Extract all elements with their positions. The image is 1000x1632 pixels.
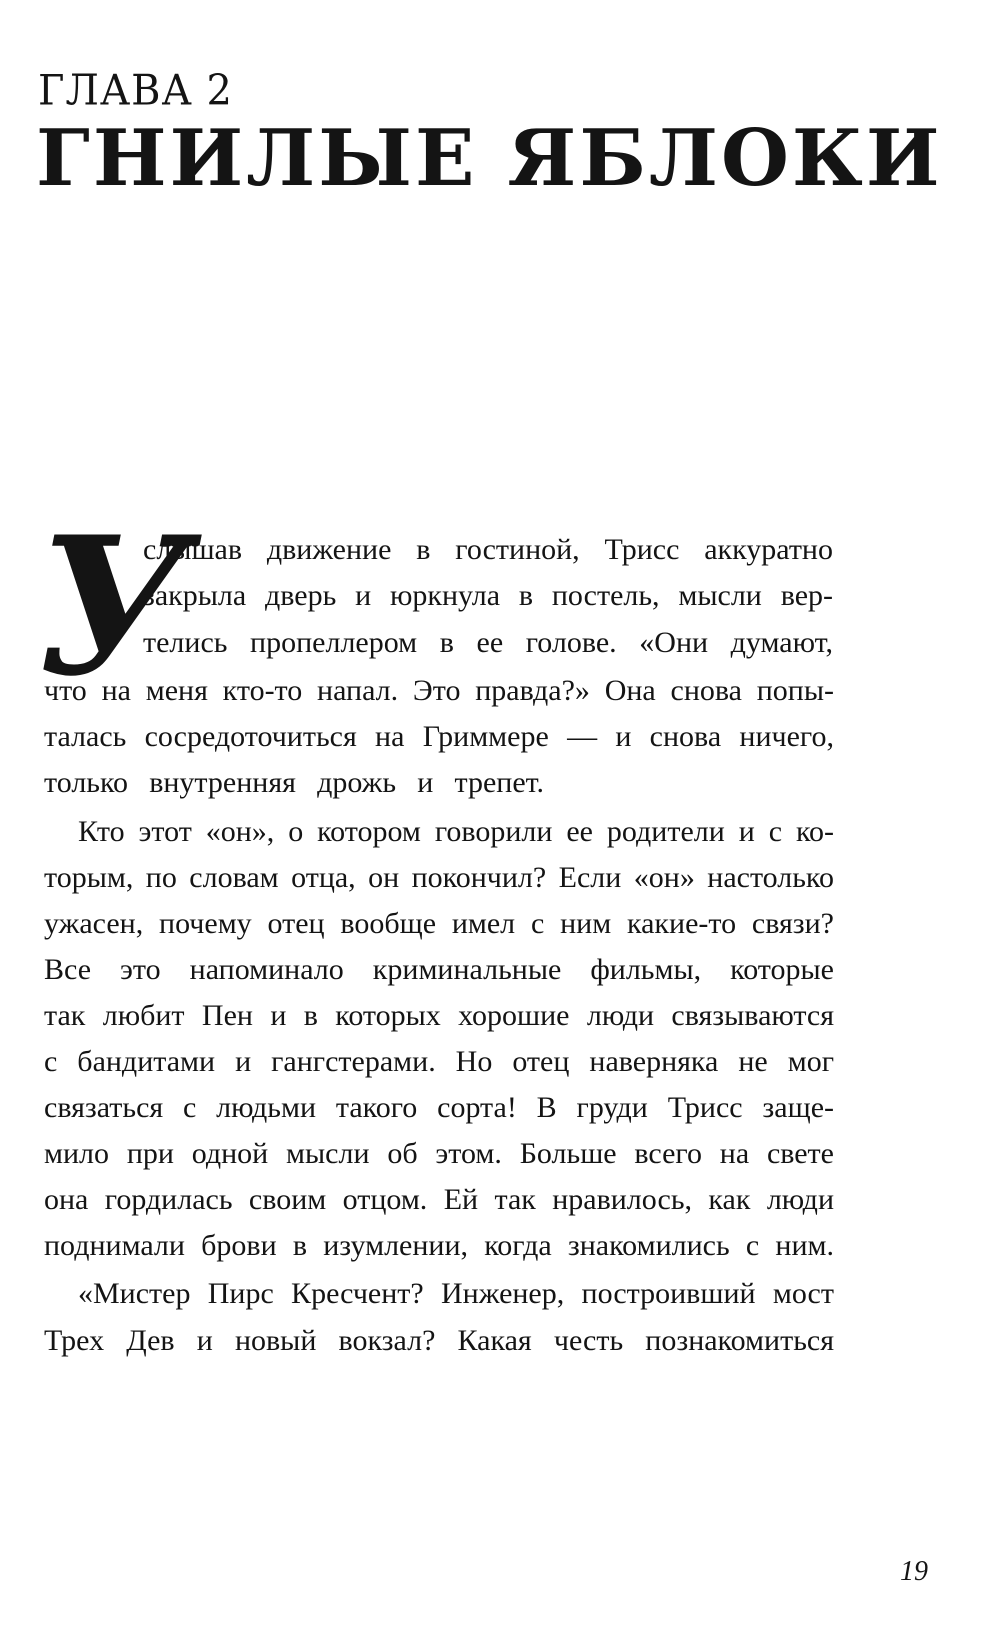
- text-line: Все это напоминало криминальные фильмы, которые: [44, 953, 834, 986]
- text-line: талась сосредоточиться на Гриммере — и снова ничего,: [44, 720, 834, 753]
- text-line: слышав движение в гостиной, Трисс аккуратно: [143, 533, 833, 566]
- text-line: телись пропеллером в ее голове. «Они думают,: [143, 626, 833, 659]
- text-line: с бандитами и гангстерами. Но отец наверняка не мог: [44, 1045, 834, 1078]
- text-line: торым, по словам отца, он покончил? Если «он» настолько: [44, 861, 834, 894]
- text-line: поднимали брови в изумлении, когда знакомились с ним.: [44, 1229, 834, 1262]
- text-line: мило при одной мысли об этом. Больше всего на свете: [44, 1137, 834, 1170]
- text-line: «Мистер Пирс Кресчент? Инженер, построивший мост: [78, 1277, 834, 1310]
- text-line: что на меня кто-то напал. Это правда?» Она снова попы-: [44, 674, 834, 707]
- text-line: только внутренняя дрожь и трепет.: [44, 766, 544, 799]
- text-line: так любит Пен и в которых хорошие люди связываются: [44, 999, 834, 1032]
- text-line: связаться с людьми такого сорта! В груди Трисс заще-: [44, 1091, 834, 1124]
- text-line: она гордилась своим отцом. Ей так нравилось, как люди: [44, 1183, 834, 1216]
- chapter-label: ГЛАВА 2: [38, 66, 234, 116]
- text-line: Кто этот «он», о котором говорили ее родители и с ко-: [78, 815, 834, 848]
- text-line: закрыла дверь и юркнула в постель, мысли вер-: [143, 579, 833, 612]
- page-number: 19: [900, 1556, 928, 1587]
- text-line: ужасен, почему отец вообще имел с ним какие-то связи?: [44, 907, 834, 940]
- drop-cap: У: [36, 495, 191, 718]
- text-line: Трех Дев и новый вокзал? Какая честь познакомиться: [44, 1324, 834, 1357]
- chapter-title: ГНИЛЫЕ ЯБЛОКИ: [36, 113, 943, 204]
